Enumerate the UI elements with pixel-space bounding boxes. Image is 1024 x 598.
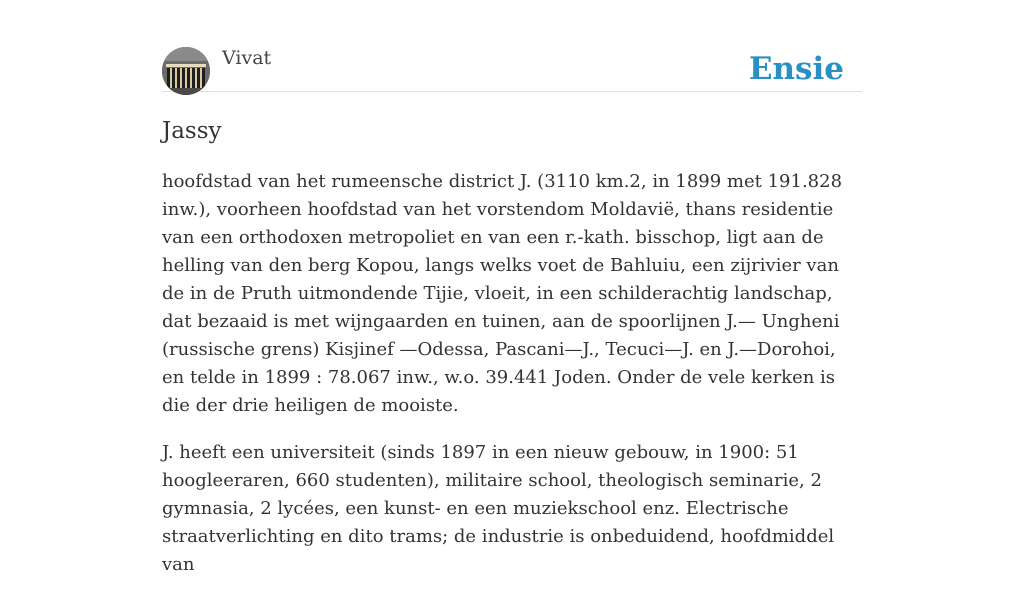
book-spines-icon[interactable]: [162, 47, 210, 95]
header: [162, 0, 862, 92]
article-title: Jassy: [162, 118, 222, 144]
page: [162, 0, 862, 575]
article-body: [162, 168, 862, 598]
paragraph: hoofdstad van het rumeensche district J. (3110 km.2, in 1899 met 191.828 inw.), voorheen hoofdstad van het vorstendom Moldavië, thans residentie van een orthodoxen metropoliet en van een r.-kath. bisschop, ligt aan de helling van den berg Kopou, langs welks voet de Bahluiu, een zijrivier van de in de Pruth uitmondende Tijie, vloeit, in een schilderachtig landschap, dat bezaaid is met wijngaarden en tuinen, aan de spoorlijnen J.— Ungheni (russische grens) Kisjinef —Odessa, Pascani—J., Tecuci—J. en J.—Dorohoi, en telde in 1899 : 78.067 inw., w.o. 39.441 Joden. Onder de vele kerken is die der drie heiligen de mooiste.: [162, 171, 843, 416]
source-name[interactable]: Vivat: [222, 47, 272, 69]
paragraph: J. heeft een universiteit (sinds 1897 in een nieuw gebouw, in 1900: 51 hoogleeraren, 660 studenten), militaire school, theologisch seminarie, 2 gymnasia, 2 lycées, een kunst- en een muziekschool enz. Electrische straatverlichting en dito trams; de industrie is onbeduidend, hoofdmiddel van: [162, 442, 835, 575]
brand-logo[interactable]: Ensie: [748, 51, 844, 87]
